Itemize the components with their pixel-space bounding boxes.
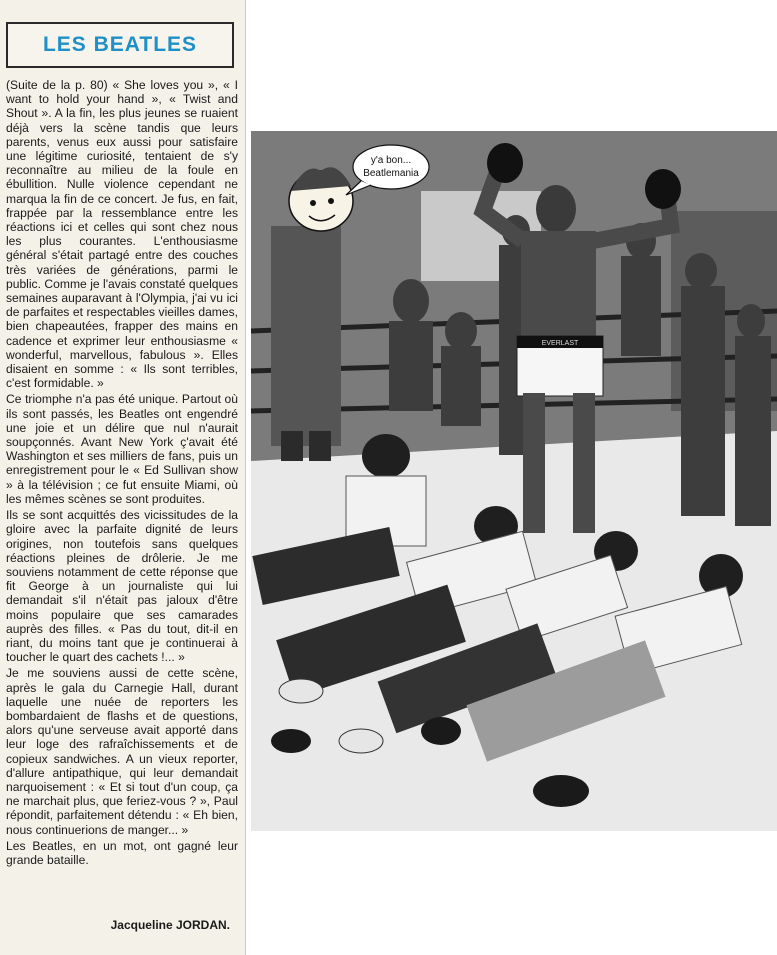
title-box	[6, 22, 234, 68]
article-paragraph-2: Ce triomphe n'a pas été unique. Partout où ils sont passés, les Beatles ont engendré une joie et un délire que nul n'aurait soupçonnés. Avant New York ç'avait été Washington et ses milliers de fans, puis un enregistrement pour le « Ed Sullivan show » à la télévision ; ce fut ensuite Miami, où les mêmes scènes se sont produites.	[6, 392, 238, 506]
speech-bubble-line2: Beatlemania	[363, 168, 419, 179]
boxing-ring-photo	[251, 131, 777, 831]
article-paragraph-5: Les Beatles, en un mot, ont gagné leur grande bataille.	[6, 838, 238, 867]
article-paragraph-4: Je me souviens aussi de cette scène, après le gala du Carnegie Hall, durant laquelle une nuée de reporters les bombardaient de flashs et de questions, alors qu'une serveuse avait apporté dans leur loge des rafraîchissements et de copieux sandwiches. A un vieux reporter, d'allure antipathique, qui leur demandait narquoisement : « Et si tout d'un coup, ça ne marchait plus, que feriez-vous ? », Paul répondit, parfaitement détendu : « Eh bien, nous continuerions de manger... »	[6, 666, 238, 837]
article-title: LES BEATLES	[42, 33, 198, 56]
boxing-glove-left	[487, 143, 523, 183]
man-in-suit	[271, 226, 341, 461]
photo-illustration	[251, 131, 777, 831]
author-signature: Jacqueline JORDAN.	[110, 918, 230, 932]
article-paragraph-3: Ils se sont acquittés des vicissitudes de la gloire avec la parfaite dignité de leurs origines, non toutefois sans quelques réactions pleines de drôlerie. Je me souviens notamment de cette réponse que fit George à un journaliste qui lui demandait s'il n'était pas jaloux d'être moins populaire que ses camarades auprès des filles. « Pas du tout, dit-il en riant, du moins tant que je continuerai à toucher le quart des cachets !... »	[6, 508, 238, 665]
article-paragraph-1: (Suite de la p. 80) « She loves you », « I want to hold your hand », « Twist and Shout ». A la fin, les plus jeunes se ruaient déjà vers la scène tandis que leurs parents, venus eux aussi pour satisfaire une légitime curiosité, tentaient de s'y reconnaître au milieu de la foule en ébullition. Nulle violence cependant ne marqua la fin de ce concert. Je fus, en fait, frappée par la ressemblance entre les réactions ici et celles qui sont chez nous les plus courantes. L'enthousiasme général s'était partagé entre des couches très variées de générations, parmi le public. Comme je l'avais constaté quelques semaines auparavant à l'Olympia, j'ai vu ici de parfaites et respectables vieilles dames, bien chapeautées, frapper des mains en cadence et exprimer leur enthousiasme « wonderful, marvellous, fabulous ». Elles disaient en somme : « Ils sont terribles, c'est formidable. »	[6, 78, 238, 391]
speech-bubble-line1: y'a bon...	[370, 155, 412, 166]
shorts-label: EVERLAST	[541, 340, 579, 347]
article-column	[0, 0, 246, 955]
boxing-glove-right	[645, 169, 681, 209]
article-body	[6, 78, 238, 869]
